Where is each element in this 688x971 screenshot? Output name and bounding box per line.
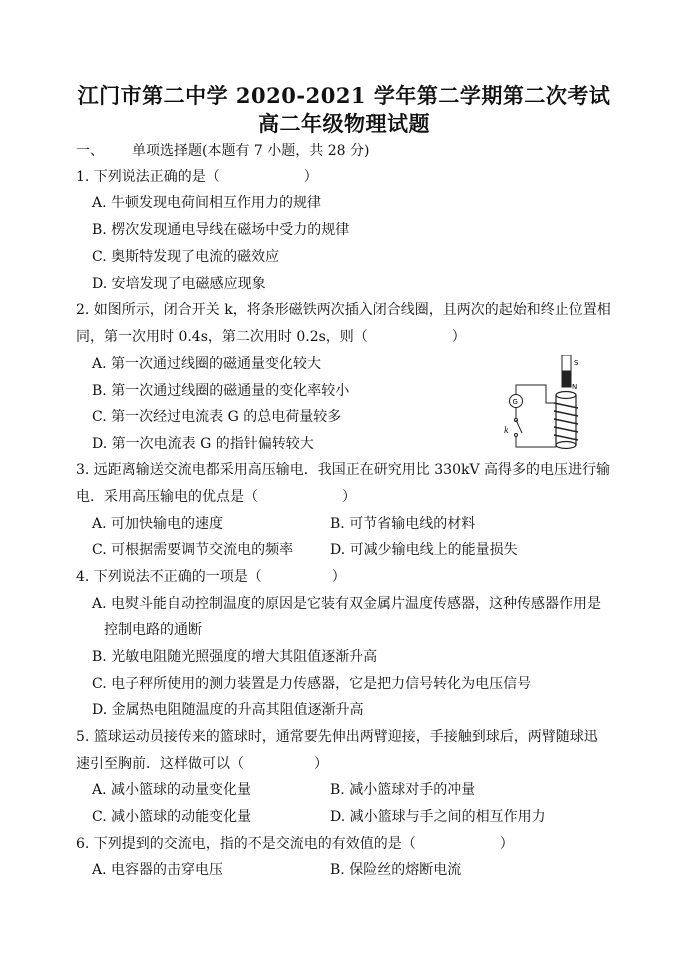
magnet-s-pole <box>562 355 571 371</box>
magnet-coil-circuit-figure <box>500 355 612 455</box>
question-4-option-b: B. 光敏电阻随光照强度的增大其阻值逐渐升高 <box>92 649 378 665</box>
magnet-n-pole <box>562 371 571 387</box>
section-number: 一、 <box>76 143 104 159</box>
question-2-stem-line2: 同，第一次用时 0.4s，第二次用时 0.2s，则（ ） <box>76 329 466 345</box>
question-4-stem: 4. 下列说法不正确的一项是（ ） <box>76 569 346 585</box>
coil-windings <box>554 403 578 440</box>
question-1-option-d: D. 安培发现了电磁感应现象 <box>92 276 266 292</box>
question-3-stem-line1: 3. 远距离输送交流电都采用高压输电．我国正在研究用比 330kV 高得多的电压进行输 <box>76 462 611 478</box>
question-5-option-c: C. 减小篮球的动能变化量 <box>92 809 252 825</box>
question-5-option-a: A. 减小篮球的动量变化量 <box>92 782 252 798</box>
magnet-s-label: S <box>574 359 579 367</box>
question-2-option-a: A. 第一次通过线圈的磁通量变化较大 <box>92 356 322 372</box>
question-3-option-c: C. 可根据需要调节交流电的频率 <box>92 542 294 558</box>
question-1-option-c: C. 奥斯特发现了电流的磁效应 <box>92 249 280 265</box>
question-3-stem-line2: 电．采用高压输电的优点是（ ） <box>76 489 356 505</box>
question-2-option-b: B. 第一次通过线圈的磁通量的变化率较小 <box>92 383 350 399</box>
question-1-stem: 1. 下列说法正确的是（ ） <box>76 169 318 185</box>
switch-label: k <box>504 426 509 435</box>
question-5-stem-line2: 速引至胸前．这样做可以（ ） <box>76 756 328 772</box>
exam-subtitle: 高二年级物理试题 <box>258 111 430 136</box>
question-6-stem: 6. 下列提到的交流电，指的不是交流电的有效值的是（ ） <box>76 836 514 852</box>
question-3-option-a: A. 可加快输电的速度 <box>92 516 224 532</box>
question-2-stem-line1: 2. 如图所示，闭合开关 k，将条形磁铁两次插入闭合线圈，且两次的起始和终止位置相 <box>76 302 611 318</box>
magnet-n-label: N <box>572 383 578 391</box>
question-4-option-d: D. 金属热电阻随温度的升高其阻值逐渐升高 <box>92 702 364 718</box>
question-4-option-c: C. 电子秤所使用的测力装置是力传感器，它是把力信号转化为电压信号 <box>92 676 532 692</box>
coil-top <box>556 392 576 399</box>
question-4-option-a-cont: 控制电路的通断 <box>104 622 202 638</box>
galvanometer-label: G <box>512 398 518 406</box>
switch-lever <box>516 420 522 433</box>
coil-bottom <box>556 442 576 449</box>
question-5-stem-line1: 5. 篮球运动员接传来的篮球时，通常要先伸出两臂迎接，手接触到球后，两臂随球迅 <box>76 729 598 745</box>
question-2-option-d: D. 第一次电流表 G 的指针偏转较大 <box>92 436 314 452</box>
question-1-option-a: A. 牛顿发现电荷间相互作用力的规律 <box>92 195 322 211</box>
question-6-option-b: B. 保险丝的熔断电流 <box>330 862 462 878</box>
circuit-wires <box>516 385 556 447</box>
question-3-option-b: B. 可节省输电线的材料 <box>330 516 476 532</box>
section-heading: 单项选择题(本题有 7 小题，共 28 分) <box>132 143 370 159</box>
question-2-option-c: C. 第一次经过电流表 G 的总电荷量较多 <box>92 409 342 425</box>
question-5-option-b: B. 减小篮球对手的冲量 <box>330 782 476 798</box>
question-5-option-d: D. 减小篮球与手之间的相互作用力 <box>330 809 546 825</box>
question-6-option-a: A. 电容器的击穿电压 <box>92 862 224 878</box>
question-4-option-a: A. 电熨斗能自动控制温度的原因是它装有双金属片温度传感器，这种传感器作用是 <box>92 596 602 612</box>
exam-title: 江门市第二中学 2020-2021 学年第二学期第二次考试 <box>77 83 611 108</box>
question-3-option-d: D. 可减少输电线上的能量损失 <box>330 542 518 558</box>
question-1-option-b: B. 楞次发现通电导线在磁场中受力的规律 <box>92 222 350 238</box>
